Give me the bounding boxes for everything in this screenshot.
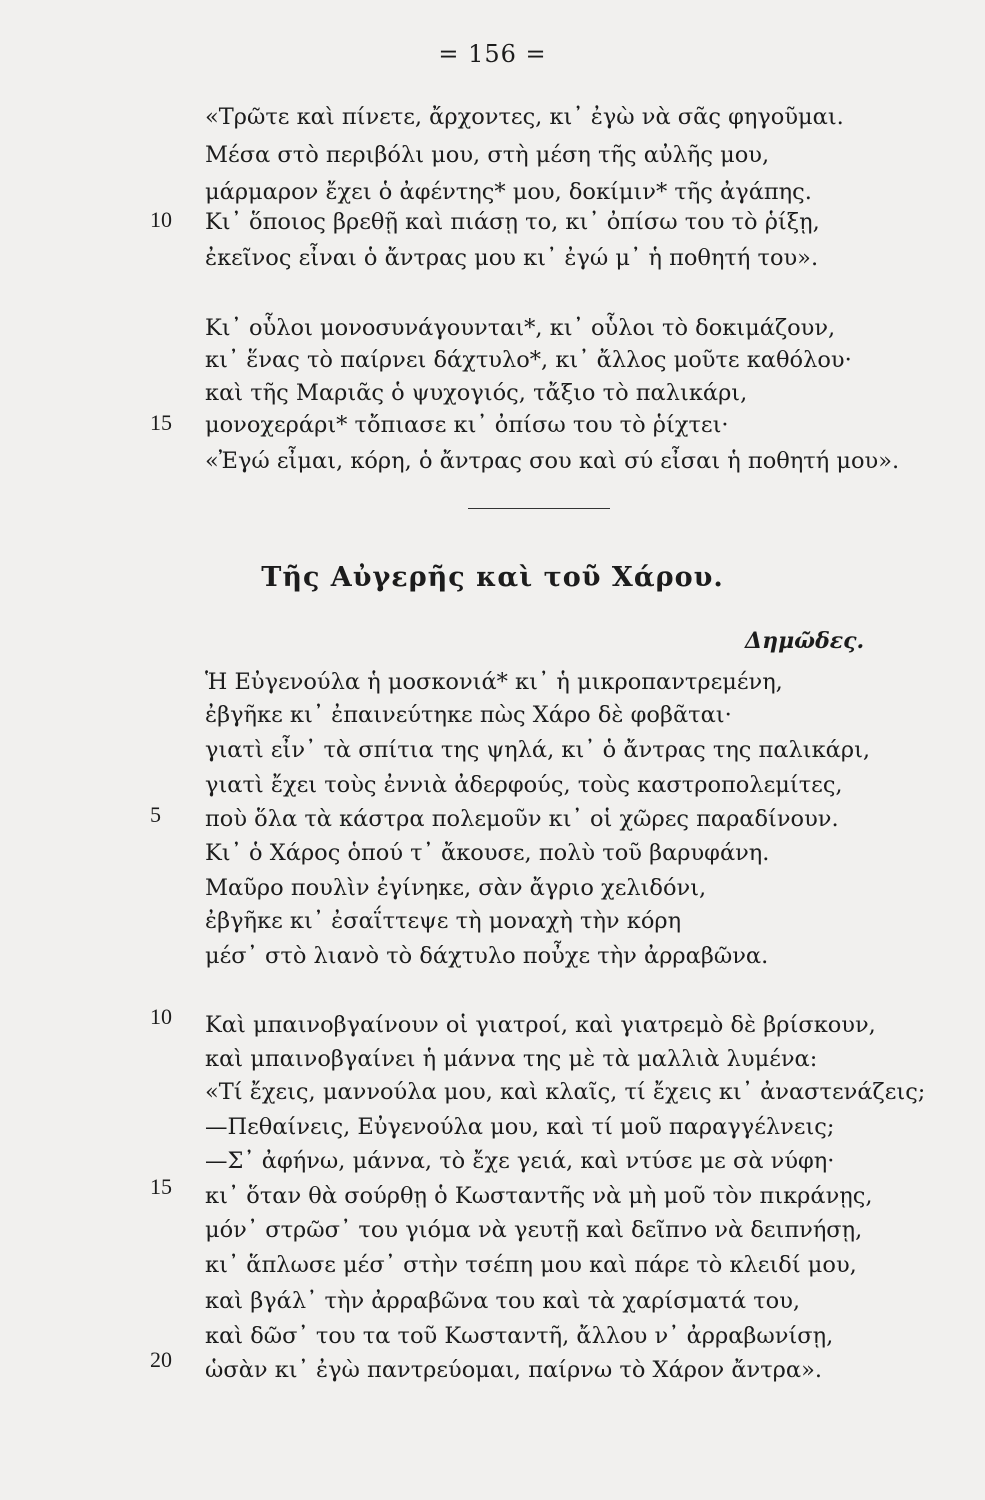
line-number: 15 [150, 1174, 172, 1199]
verse-line: μονοχεράρι* τὄπιασε κι᾽ ὀπίσω του τὸ ῥίχτει· [205, 412, 729, 438]
verse-line: Μέσα στὸ περιβόλι μου, στὴ μέση τῆς αὐλῆς μου, [205, 142, 770, 168]
verse-line: γιατὶ ἔχει τοὺς ἐννιὰ ἀδερφούς, τοὺς καστροπολεμίτες, [205, 772, 843, 798]
verse-line: Καὶ μπαινοβγαίνουν οἱ γιατροί, καὶ γιατρεμὸ δὲ βρίσκουν, [205, 1012, 876, 1038]
verse-line: γιατὶ εἶν᾽ τὰ σπίτια της ψηλά, κι᾽ ὁ ἄντρας της παλικάρι, [205, 737, 871, 763]
verse-line: μάρμαρον ἔχει ὁ ἀφέντης* μου, δοκίμιν* τῆς ἀγάπης. [205, 179, 812, 205]
section-divider [468, 508, 610, 509]
verse-line: μόν᾽ στρῶσ᾽ του γιόμα νὰ γευτῇ καὶ δεῖπνο νὰ δειπνήσῃ, [205, 1217, 863, 1243]
verse-line: ἐβγῆκε κι᾽ ἐπαινεύτηκε πὼς Χάρο δὲ φοβᾶται· [205, 702, 732, 728]
verse-line: ἐβγῆκε κι᾽ ἐσαΐττεψε τὴ μοναχὴ τὴν κόρη [205, 908, 682, 934]
verse-line: μέσ᾽ στὸ λιανὸ τὸ δάχτυλο ποὖχε τὴν ἀρραβῶνα. [205, 943, 769, 969]
verse-line: ποὺ ὅλα τὰ κάστρα πολεμοῦν κι᾽ οἱ χῶρες παραδίνουν. [205, 806, 839, 832]
verse-line: «Ἐγώ εἶμαι, κόρη, ὁ ἄντρας σου καὶ σύ εἶσαι ἡ ποθητή μου». [205, 448, 900, 474]
verse-line: κι᾽ ἕνας τὸ παίρνει δάχτυλο*, κι᾽ ἄλλος μοῦτε καθόλου· [205, 347, 852, 373]
verse-line: καὶ μπαινοβγαίνει ἡ μάννα της μὲ τὰ μαλλιὰ λυμένα: [205, 1046, 818, 1072]
verse-line: καὶ δῶσ᾽ του τα τοῦ Κωσταντῆ, ἄλλου ν᾽ ἀρραβωνίσῃ, [205, 1323, 834, 1349]
line-number: 10 [150, 1004, 172, 1029]
line-number: 5 [150, 802, 161, 827]
verse-line: «Τρῶτε καὶ πίνετε, ἄρχοντες, κι᾽ ἐγὼ νὰ σᾶς φηγοῦμαι. [205, 104, 844, 130]
verse-line: Μαῦρο πουλὶν ἐγίνηκε, σὰν ἄγριο χελιδόνι, [205, 875, 707, 901]
verse-line: κι᾽ ἅπλωσε μέσ᾽ στὴν τσέπη μου καὶ πάρε τὸ κλειδί μου, [205, 1252, 857, 1278]
poem-title: Τῆς Αὐγερῆς καὶ τοῦ Χάρου. [261, 562, 724, 593]
verse-line: «Τί ἔχεις, μαννούλα μου, καὶ κλαῖς, τί ἔχεις κι᾽ ἀναστενάζεις; [205, 1079, 926, 1105]
verse-line: —Σ᾽ ἀφήνω, μάννα, τὸ ἔχε γειά, καὶ ντύσε με σὰ νύφη· [205, 1148, 835, 1174]
verse-line: Κι᾽ οὗλοι μονοσυνάγουνται*, κι᾽ οὗλοι τὸ δοκιμάζουν, [205, 315, 836, 341]
verse-line: Κι᾽ ὁ Χάρος ὁπού τ᾽ ἄκουσε, πολὺ τοῦ βαρυφάνη. [205, 840, 770, 866]
verse-line: καὶ τῆς Μαριᾶς ὁ ψυχογιός, τἄξιο τὸ παλικάρι, [205, 380, 748, 406]
verse-line: —Πεθαίνεις, Εὐγενούλα μου, καὶ τί μοῦ παραγγέλνεις; [205, 1114, 835, 1140]
verse-line: ὡσὰν κι᾽ ἐγὼ παντρεύομαι, παίρνω τὸ Χάρον ἄντρα». [205, 1357, 823, 1383]
page-number: = 156 = [438, 40, 547, 68]
line-number: 20 [150, 1347, 172, 1372]
poem-attribution: Δημῶδες. [745, 628, 865, 654]
line-number: 15 [150, 410, 172, 435]
verse-line: Κι᾽ ὅποιος βρεθῇ καὶ πιάσῃ το, κι᾽ ὀπίσω του τὸ ῥίξῃ, [205, 209, 820, 235]
verse-line: ἐκεῖνος εἶναι ὁ ἄντρας μου κι᾽ ἐγώ μ᾽ ἡ ποθητή του». [205, 245, 819, 271]
verse-line: Ἡ Εὐγενούλα ἡ μοσκονιά* κι᾽ ἡ μικροπαντρεμένη, [205, 669, 783, 695]
verse-line: καὶ βγάλ᾽ τὴν ἀρραβῶνα του καὶ τὰ χαρίσματά του, [205, 1288, 801, 1314]
verse-line: κι᾽ ὅταν θὰ σούρθῃ ὁ Κωσταντῆς νὰ μὴ μοῦ τὸν πικράνῃς, [205, 1183, 873, 1209]
line-number: 10 [150, 207, 172, 232]
